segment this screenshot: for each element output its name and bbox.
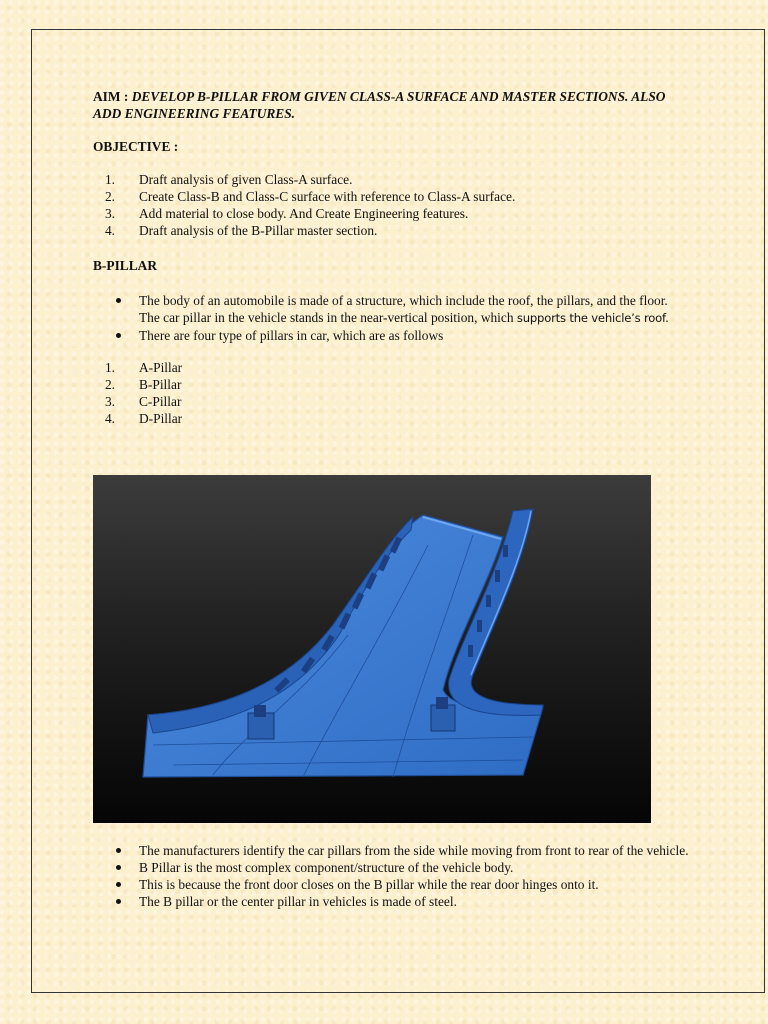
bullet-item xyxy=(93,893,693,910)
item-number: 3. xyxy=(104,206,115,221)
pillar-item xyxy=(93,410,683,427)
pillar-item xyxy=(93,376,683,393)
bullet-item xyxy=(93,327,683,344)
bullet-text: This is because the front door closes on the B pillar while the rear door hinges onto it. xyxy=(139,877,599,892)
bpillar-bullets xyxy=(93,292,683,344)
bullet-text: The manufacturers identify the car pillars from the side while moving from front to rear of the vehicle. xyxy=(139,843,689,858)
objective-item xyxy=(93,188,683,205)
bullet-item xyxy=(93,292,683,327)
bullet-text: There are four type of pillars in car, which are as follows xyxy=(139,328,444,343)
bullet-item xyxy=(93,859,693,876)
notes-bullets xyxy=(93,842,693,910)
objective-heading: OBJECTIVE : xyxy=(93,139,179,154)
item-text: Draft analysis of the B-Pillar master section. xyxy=(139,223,378,238)
item-number: 4. xyxy=(104,411,115,426)
b-pillar-render-image xyxy=(93,475,651,823)
item-text: B-Pillar xyxy=(139,377,182,392)
bullet-dot-icon xyxy=(116,899,121,904)
bullet-dot-icon xyxy=(116,848,121,853)
aim-text: DEVELOP B-PILLAR FROM GIVEN CLASS-A SURFACE AND MASTER SECTIONS. ALSO ADD ENGINEERING FEATURES. xyxy=(93,89,666,121)
objective-item xyxy=(93,171,683,188)
item-number: 1. xyxy=(104,360,115,375)
b-pillar-model-illustration xyxy=(93,475,651,823)
objective-item xyxy=(93,222,683,239)
item-text: D-Pillar xyxy=(139,411,183,426)
bullet-item xyxy=(93,842,693,859)
bullet-dot-icon xyxy=(116,865,121,870)
pillar-item xyxy=(93,393,683,410)
item-number: 2. xyxy=(104,377,115,392)
item-number: 4. xyxy=(104,223,115,238)
bullet-text: The body of an automobile is made of a structure, which include the roof, the pillars, and the floor. The car pillar in the vehicle stands in the near-vertical position, which xyxy=(139,293,668,325)
document-body xyxy=(93,88,683,427)
item-text: C-Pillar xyxy=(139,394,182,409)
pillar-item xyxy=(93,359,683,376)
bullet-text: The B pillar or the center pillar in vehicles is made of steel. xyxy=(139,894,457,909)
item-text: Draft analysis of given Class-A surface. xyxy=(139,172,353,187)
item-number: 2. xyxy=(104,189,115,204)
item-number: 3. xyxy=(104,394,115,409)
aim-paragraph xyxy=(93,88,683,122)
item-text: A-Pillar xyxy=(139,360,183,375)
item-text: Create Class-B and Class-C surface with reference to Class-A surface. xyxy=(139,189,516,204)
bullet-dot-icon xyxy=(116,882,121,887)
bullet-dot-icon xyxy=(116,298,121,303)
bullet-item xyxy=(93,876,693,893)
item-number: 1. xyxy=(104,172,115,187)
bullet-dot-icon xyxy=(116,333,121,338)
pillar-type-list xyxy=(93,359,683,427)
bullet-text-tail: supports the vehicle’s roof. xyxy=(516,311,669,325)
bullet-text: B Pillar is the most complex component/structure of the vehicle body. xyxy=(139,860,514,875)
aim-label: AIM : xyxy=(93,89,132,104)
objective-item xyxy=(93,205,683,222)
item-text: Add material to close body. And Create Engineering features. xyxy=(139,206,469,221)
objective-list xyxy=(93,171,683,239)
bpillar-heading: B-PILLAR xyxy=(93,258,157,273)
